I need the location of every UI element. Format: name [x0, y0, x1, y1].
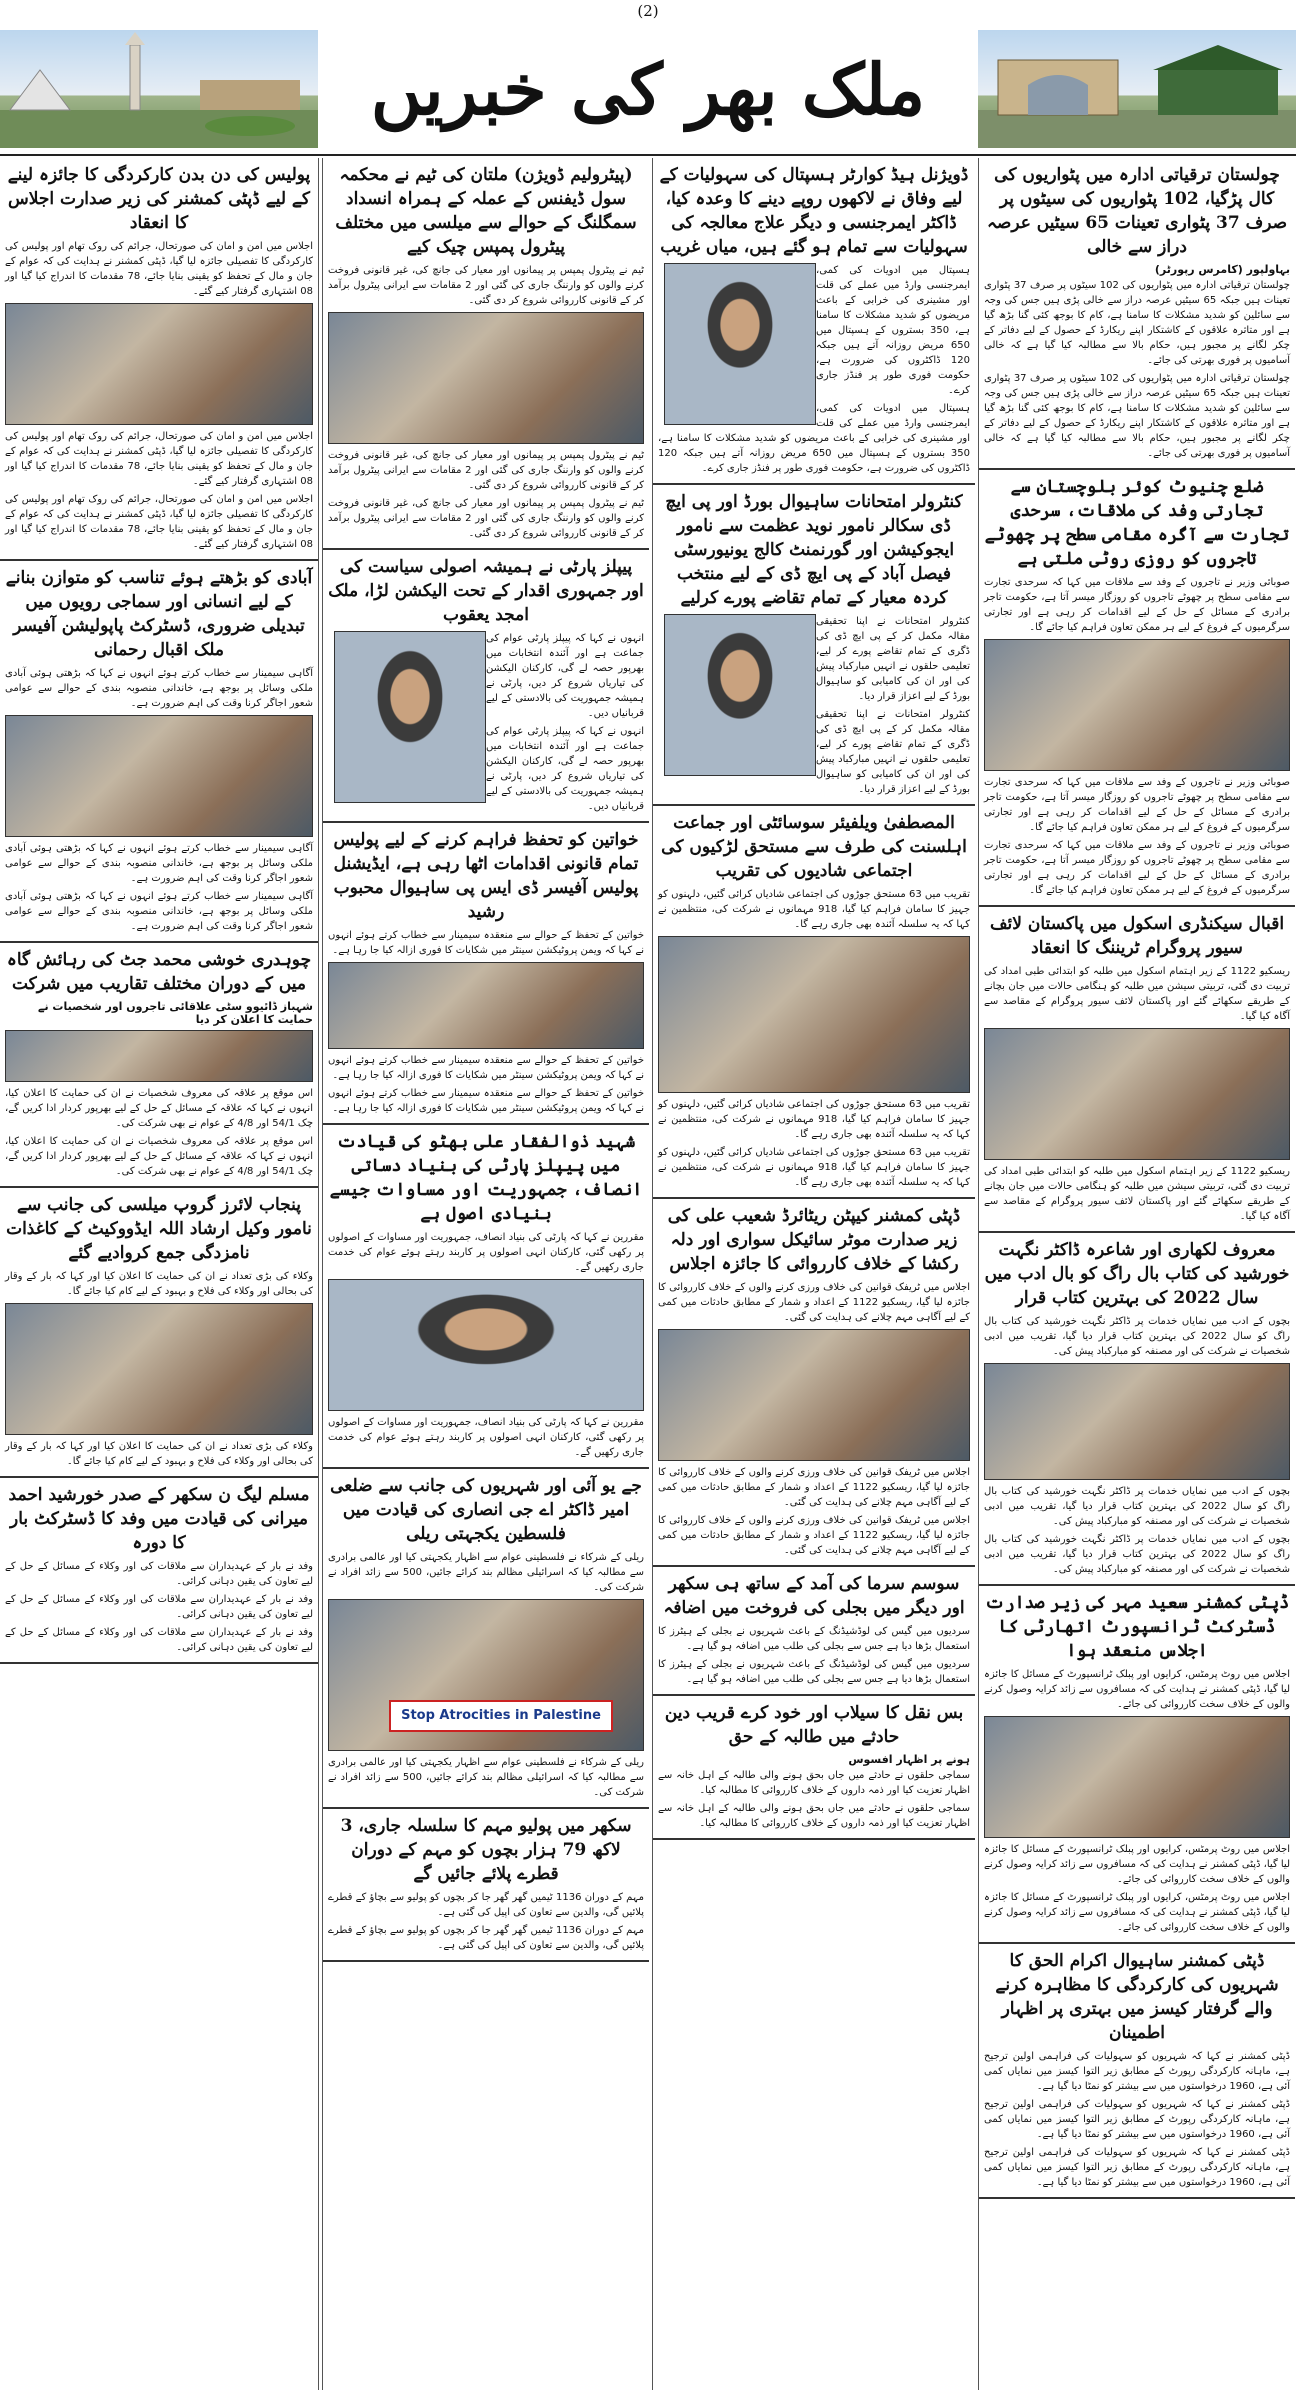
lawyers-photo [5, 1303, 313, 1435]
article-body: اجلاس میں امن و امان کی صورتحال، جرائم کی روک تھام اور پولیس کی کارکردگی کا تفصیلی جائزہ لیا گیا، ڈپٹی کمشنر نے ہدایت کی کہ عوام کے جان و مال کے تحفظ کو یقینی بنایا جائے، 78 مقدمات کا اندراج کیا گیا اور 08 اشتہاری گرفتار کیے گئے۔ [5, 431, 313, 487]
article-body: کنٹرولر امتحانات نے اپنا تحقیقی مقالہ مکمل کر کے پی ایچ ڈی کی ڈگری کے تمام تقاضے پورے کر لیے، تعلیمی حلقوں نے انہیں مبارکباد پیش کی اور ان کی کامیابی کو ساہیوال بورڈ کے لیے اعزاز قرار دیا۔ [816, 709, 970, 795]
article-body: ٹیم نے پیٹرول پمپس پر پیمانوں اور معیار کی جانچ کی، غیر قانونی فروخت کرنے والوں کو وارننگ جاری کی گئی اور 2 مقامات سے ایرانی پیٹرول برآمد کر کے قانونی کارروائی شروع کر دی گئی۔ [328, 265, 644, 306]
article-body: ہسپتال میں ادویات کی کمی، ایمرجنسی وارڈ میں عملے کی قلت اور مشینری کی خرابی کے باعث مریضوں کو شدید مشکلات کا سامنا ہے، 350 بستروں کے ہسپتال میں 650 مریض روزانہ آتے ہیں جبکہ 120 ڈاکٹروں کی ضرورت ہے، حکومت فوری طور پر فنڈز جاری کرے۔ [658, 403, 970, 474]
article-body: اجلاس میں امن و امان کی صورتحال، جرائم کی روک تھام اور پولیس کی کارکردگی کا تفصیلی جائزہ لیا گیا، ڈپٹی کمشنر نے ہدایت کی کہ عوام کے جان و مال کے تحفظ کو یقینی بنایا جائے، 78 مقدمات کا اندراج کیا گیا اور 08 اشتہاری گرفتار کیے گئے۔ [5, 241, 313, 297]
article-body: بچوں کے ادب میں نمایاں خدمات پر ڈاکٹر نگہت خورشید کی کتاب بال راگ کو سال 2022 کی بہترین کتاب قرار دیا گیا، تقریب میں ادبی شخصیات نے شرکت کی اور مصنفہ کو مبارکباد پیش کی۔ [984, 1534, 1290, 1575]
article-hospital [653, 158, 975, 485]
article-body: آگاہی سیمینار سے خطاب کرتے ہوئے انہوں نے کہا کہ بڑھتی ہوئی آبادی ملکی وسائل پر بوجھ ہے، خاندانی منصوبہ بندی کے حوالے سے عوامی شعور اجاگر کرنا وقت کی اہم ضرورت ہے۔ [5, 668, 313, 709]
event-photo [5, 1030, 313, 1082]
monuments-illustration [0, 30, 318, 148]
article-body: مہم کے دوران 1136 ٹیمیں گھر گھر جا کر بچوں کو پولیو سے بچاؤ کے قطرے پلائیں گی، والدین سے تعاون کی اپیل کی گئی ہے۔ [328, 1925, 645, 1951]
page-number: (2) [637, 2, 659, 20]
article-book-award [979, 1233, 1295, 1586]
article-headline: ضلع چنیوٹ کوئر بلوچستان سے تجارتی وفد کی ملاقات، سرحدی تجارت سے آگرہ مقامی سطح پر چھوٹے تاجروں کو روزی روٹی ملتی ہے [984, 477, 1290, 569]
article-body: ریلی کے شرکاء نے فلسطینی عوام سے اظہار یکجہتی کیا اور عالمی برادری سے مطالبہ کیا کہ اسرائیلی مظالم بند کرائے جائیں، 500 سے زائد افراد نے شرکت کی۔ [328, 1757, 644, 1798]
article-bhutto-principles [323, 1125, 649, 1469]
article-lawyers-group [0, 1188, 318, 1478]
meeting-photo [984, 639, 1290, 771]
article-headline: جے یو آئی اور شہریوں کی جانب سے ضلعی امیر ڈاکٹر اے جی انصاری کی قیادت میں فلسطین یکجہتی ریلی [330, 1476, 642, 1544]
column-1 [978, 158, 1295, 2390]
article-headline: پیپلز پارٹی نے ہمیشہ اصولی سیاست کی اور جمہوری اقدار کے تحت الیکشن لڑا، ملک امجد یعقوب [328, 557, 644, 625]
article-body: آگاہی سیمینار سے خطاب کرتے ہوئے انہوں نے کہا کہ بڑھتی ہوئی آبادی ملکی وسائل پر بوجھ ہے، خاندانی منصوبہ بندی کے حوالے سے عوامی شعور اجاگر کرنا وقت کی اہم ضرورت ہے۔ [5, 891, 313, 932]
article-byline: شہباز ڈائیوو سٹی علاقائی تاجروں اور شخصیات نے حمایت کا اعلان کر دیا [38, 1000, 313, 1026]
article-body: اس موقع پر علاقہ کی معروف شخصیات نے ان کی حمایت کا اعلان کیا، انہوں نے کہا کہ علاقہ کے مسائل کے حل کے لیے بھرپور کردار ادا کریں گے، چک 54/1 اور 4/8 کے عوام نے بھی شرکت کی۔ [5, 1136, 313, 1177]
article-headline: ڈپٹی کمشنر کیپٹن ریٹائرڈ شعیب علی کی زیر صدارت موٹر سائیکل سواری اور دلہ رکشا کے خلاف کارروائی کا جائزہ اجلاس [667, 1206, 961, 1274]
article-body: ہسپتال میں ادویات کی کمی، ایمرجنسی وارڈ میں عملے کی قلت اور مشینری کی خرابی کے باعث مریضوں کو شدید مشکلات کا سامنا ہے، 350 بستروں کے ہسپتال میں 650 مریض روزانہ آتے ہیں جبکہ 120 ڈاکٹروں کی ضرورت ہے، حکومت فوری طور پر فنڈز جاری کرے۔ [816, 265, 970, 396]
article-byline: ہونے پر اظہار افسوس [848, 1753, 970, 1766]
article-motorcycle-review [653, 1199, 975, 1567]
article-electricity-demand [653, 1567, 975, 1696]
article-byline: بہاولپور (کامرس رپورٹر) [1154, 263, 1290, 276]
article-women-protection [323, 823, 649, 1125]
article-body: اجلاس میں ٹریفک قوانین کی خلاف ورزی کرنے والوں کے خلاف کارروائی کا جائزہ لیا گیا، ریسکیو 1122 کے اعداد و شمار کے مطابق حادثات میں کمی کے لیے آگاہی مہم چلانے کی ہدایت کی گئی۔ [658, 1515, 970, 1556]
article-body: انہوں نے کہا کہ پیپلز پارٹی عوام کی جماعت ہے اور آئندہ انتخابات میں بھرپور حصہ لے گی، کارکنان الیکشن کی تیاریاں شروع کر دیں، پارٹی نے ہمیشہ جمہوریت کی بالادستی کے لیے قربانیاں دیں۔ [486, 726, 644, 812]
article-police-review [0, 158, 318, 561]
article-body: تقریب میں 63 مستحق جوڑوں کی اجتماعی شادیاں کرائی گئیں، دلہنوں کو جہیز کا سامان فراہم کیا گیا، 918 مہمانوں نے شرکت کی، منتظمین نے کہا کہ یہ سلسلہ آئندہ بھی جاری رہے گا۔ [658, 1099, 970, 1140]
article-transport-authority [979, 1586, 1295, 1944]
article-body: بچوں کے ادب میں نمایاں خدمات پر ڈاکٹر نگہت خورشید کی کتاب بال راگ کو سال 2022 کی بہترین کتاب قرار دیا گیا، تقریب میں ادبی شخصیات نے شرکت کی اور مصنفہ کو مبارکباد پیش کی۔ [984, 1486, 1290, 1527]
article-polio-campaign [323, 1809, 649, 1962]
article-body: خواتین کے تحفظ کے حوالے سے منعقدہ سیمینار سے خطاب کرتے ہوئے انہوں نے کہا کہ ویمن پروٹیکشن سینٹر میں شکایات کا فوری ازالہ کیا جا رہا ہے۔ [328, 1088, 644, 1114]
article-body: وفد نے بار کے عہدیداران سے ملاقات کی اور وکلاء کے مسائل کے حل کے لیے تعاون کی یقین دہانی کرائی۔ [5, 1561, 313, 1587]
article-ppp-malik-amjad [323, 550, 649, 823]
group-photo [5, 715, 313, 837]
article-border-trade [979, 470, 1295, 907]
article-body: مہم کے دوران 1136 ٹیمیں گھر گھر جا کر بچوں کو پولیو سے بچاؤ کے قطرے پلائیں گی، والدین سے تعاون کی اپیل کی گئی ہے۔ [328, 1892, 645, 1918]
article-headline: ڈویژنل ہیڈ کوارٹر ہسپتال کی سہولیات کے لیے وفاق نے لاکھوں روپے دینے کا وعدہ کیا، ڈاکٹر ایمرجنسی و دیگر علاج معالجہ کی سہولیات سے تمام ہو گئے ہیں، میاں غریب [659, 165, 969, 257]
award-ceremony-photo [984, 1363, 1290, 1480]
article-body: کنٹرولر امتحانات نے اپنا تحقیقی مقالہ مکمل کر کے پی ایچ ڈی کی ڈگری کے تمام تقاضے پورے کر لیے، تعلیمی حلقوں نے انہیں مبارکباد پیش کی اور ان کی کامیابی کو ساہیوال بورڈ کے لیے اعزاز قرار دیا۔ [816, 616, 970, 702]
article-body: ٹیم نے پیٹرول پمپس پر پیمانوں اور معیار کی جانچ کی، غیر قانونی فروخت کرنے والوں کو وارننگ جاری کی گئی اور 2 مقامات سے ایرانی پیٹرول برآمد کر کے قانونی کارروائی شروع کر دی گئی۔ [328, 450, 644, 491]
article-body: بچوں کے ادب میں نمایاں خدمات پر ڈاکٹر نگہت خورشید کی کتاب بال راگ کو سال 2022 کی بہترین کتاب قرار دیا گیا، تقریب میں ادبی شخصیات نے شرکت کی اور مصنفہ کو مبارکباد پیش کی۔ [984, 1316, 1290, 1357]
rally-banner: Stop Atrocities in Palestine [389, 1700, 613, 1732]
article-body: آگاہی سیمینار سے خطاب کرتے ہوئے انہوں نے کہا کہ بڑھتی ہوئی آبادی ملکی وسائل پر بوجھ ہے، خاندانی منصوبہ بندی کے حوالے سے عوامی شعور اجاگر کرنا وقت کی اہم ضرورت ہے۔ [5, 843, 313, 884]
article-headline: ڈپٹی کمشنر ساہیوال اکرام الحق کا شہریوں کی کارکردگی کا مظاہرہ کرنے والے گرفتار کیسز میں بہتری پر اظہار اطمینان [995, 1951, 1279, 2043]
article-body: تقریب میں 63 مستحق جوڑوں کی اجتماعی شادیاں کرائی گئیں، دلہنوں کو جہیز کا سامان فراہم کیا گیا، 918 مہمانوں نے شرکت کی، منتظمین نے کہا کہ یہ سلسلہ آئندہ بھی جاری رہے گا۔ [658, 889, 970, 930]
article-headline: پنجاب لائرز گروپ میلسی کی جانب سے نامور وکیل ارشاد اللہ ایڈووکیٹ کے کاغذات نامزدگی جمع کروادیے گئے [6, 1195, 312, 1263]
article-body: صوبائی وزیر نے تاجروں کے وفد سے ملاقات میں کہا کہ سرحدی تجارت سے مقامی سطح پر چھوٹے تاجروں کو روزگار میسر آتا ہے، حکومت تاجر برادری کے مسائل کے حل کے لیے اقدامات کر رہی ہے اور تجارتی سرگرمیوں کے فروغ کے لیے ہر ممکن تعاون فراہم کیا جائے گا۔ [984, 840, 1290, 896]
police-meeting-photo [5, 303, 313, 425]
article-khushi-muhammad [0, 943, 318, 1188]
article-body: اجلاس میں روٹ پرمٹس، کرایوں اور پبلک ٹرانسپورٹ کے مسائل کا جائزہ لیا گیا، ڈپٹی کمشنر نے ہدایت کی کہ مسافروں سے زائد کرایہ وصول کرنے والوں کے خلاف سخت کارروائی کی جائے۔ [984, 1669, 1290, 1710]
article-body: ریسکیو 1122 کے زیر اہتمام اسکول میں طلبہ کو ابتدائی طبی امداد کی تربیت دی گئی، تربیتی سیشن میں طلبہ کو ہنگامی حالات میں جان بچانے کے طریقے سکھائے گئے اور پاکستان لائف سیور پروگرام کے مقاصد سے آگاہ کیا گیا۔ [984, 1166, 1290, 1222]
article-body: اس موقع پر علاقہ کی معروف شخصیات نے ان کی حمایت کا اعلان کیا، انہوں نے کہا کہ علاقہ کے مسائل کے حل کے لیے بھرپور کردار ادا کریں گے، چک 54/1 اور 4/8 کے عوام نے بھی شرکت کی۔ [5, 1088, 313, 1129]
wedding-ceremony-photo [658, 936, 970, 1093]
masthead-title: ملک بھر کی خبریں [370, 48, 926, 131]
article-body: اجلاس میں روٹ پرمٹس، کرایوں اور پبلک ٹرانسپورٹ کے مسائل کا جائزہ لیا گیا، ڈپٹی کمشنر نے ہدایت کی کہ مسافروں سے زائد کرایہ وصول کرنے والوں کے خلاف سخت کارروائی کی جائے۔ [984, 1844, 1290, 1885]
article-petrol-pumps [323, 158, 649, 550]
article-student-accident [653, 1696, 975, 1840]
article-body: وکلاء کی بڑی تعداد نے ان کی حمایت کا اعلان کیا اور کہا کہ بار کے وقار کی بحالی اور وکلاء کی فلاح و بہبود کے لیے کام کیا جائے گا۔ [5, 1441, 313, 1467]
article-body: صوبائی وزیر نے تاجروں کے وفد سے ملاقات میں کہا کہ سرحدی تجارت سے مقامی سطح پر چھوٹے تاجروں کو روزگار میسر آتا ہے، حکومت تاجر برادری کے مسائل کے حل کے لیے اقدامات کر رہی ہے اور تجارتی سرگرمیوں کے فروغ کے لیے ہر ممکن تعاون فراہم کیا جائے گا۔ [984, 777, 1290, 833]
politicians-photo [328, 1279, 644, 1411]
article-body: وفد نے بار کے عہدیداران سے ملاقات کی اور وکلاء کے مسائل کے حل کے لیے تعاون کی یقین دہانی کرائی۔ [5, 1594, 313, 1620]
article-mass-wedding [653, 806, 975, 1199]
article-body: ریلی کے شرکاء نے فلسطینی عوام سے اظہار یکجہتی کیا اور عالمی برادری سے مطالبہ کیا کہ اسرائیلی مظالم بند کرائے جائیں، 500 سے زائد افراد نے شرکت کی۔ [328, 1552, 644, 1593]
rally-photo [328, 1599, 644, 1751]
article-headline: آبادی کو بڑھتے ہوئے تناسب کو متوازن بنانے کے لیے انسانی اور سماجی رویوں میں تبدیلی ضروری، ڈسٹرکٹ پاپولیشن آفیسر ملک اقبال رحمانی [5, 568, 313, 660]
portrait-photo [664, 614, 816, 776]
article-body: سماجی حلقوں نے حادثے میں جاں بحق ہونے والی طالبہ کے اہل خانہ سے اظہار تعزیت کیا اور ذمہ داروں کے خلاف کارروائی کا مطالبہ کیا۔ [658, 1770, 970, 1796]
article-body: سردیوں میں گیس کی لوڈشیڈنگ کے باعث شہریوں نے بجلی کے ہیٹرز کا استعمال بڑھا دیا ہے جس سے بجلی کی طلب میں اضافہ ہو گیا ہے۔ [658, 1626, 970, 1652]
masthead-landmarks-image [978, 30, 1296, 148]
article-body: اجلاس میں ٹریفک قوانین کی خلاف ورزی کرنے والوں کے خلاف کارروائی کا جائزہ لیا گیا، ریسکیو 1122 کے اعداد و شمار کے مطابق حادثات میں کمی کے لیے آگاہی مہم چلانے کی ہدایت کی گئی۔ [658, 1467, 970, 1508]
article-pmln-sukkur [0, 1478, 318, 1664]
article-dc-sahiwal [979, 1944, 1295, 2199]
column-2 [652, 158, 975, 2390]
masthead [0, 22, 1296, 156]
article-headline: شہید ذوالفقار علی بھٹو کی قیادت میں پیپلز پارٹی کی بنیاد دساتی انصاف، جمہوریت اور مساوات جیسے بنیادی اصول ہے [329, 1132, 643, 1224]
article-headline: خواتین کو تحفظ فراہم کرنے کے لیے پولیس تمام قانونی اقدامات اٹھا رہی ہے، ایڈیشنل پولیس آفیسر ڈی ایس پی ساہیوال محبوب رشید [333, 830, 639, 922]
article-life-saver-training [979, 907, 1295, 1233]
article-headline: مسلم لیگ ن سکھر کے صدر خورشید احمد میرانی کی قیادت میں وفد کا ڈسٹرکٹ بار کا دورہ [8, 1485, 310, 1553]
article-body: انہوں نے کہا کہ پیپلز پارٹی عوام کی جماعت ہے اور آئندہ انتخابات میں بھرپور حصہ لے گی، کارکنان الیکشن کی تیاریاں شروع کر دیں، پارٹی نے ہمیشہ جمہوریت کی بالادستی کے لیے قربانیاں دیں۔ [486, 633, 644, 719]
article-phd-controller [653, 485, 975, 806]
article-body: چولستان ترقیاتی ادارہ میں پٹواریوں کی 102 سیٹوں پر صرف 37 پٹواری تعینات ہیں جبکہ 65 سیٹیں عرصہ دراز سے خالی پڑی ہیں جس کی وجہ سے سائلین کو شدید مشکلات کا سامنا ہے، کام کا بوجھ کئی گنا بڑھ گیا ہے اور متاثرہ علاقوں کے کاشتکار اپنے ریکارڈ کے حصول کے لیے دفاتر کے چکر لگانے پر مجبور ہیں، حکام بالا سے مطالبہ کیا گیا ہے کہ خالی آسامیوں پر فوری بھرتی کی جائے۔ [984, 280, 1290, 366]
inspection-photo [328, 312, 644, 444]
seminar-photo [328, 962, 644, 1049]
article-body: خواتین کے تحفظ کے حوالے سے منعقدہ سیمینار سے خطاب کرتے ہوئے انہوں نے کہا کہ ویمن پروٹیکشن سینٹر میں شکایات کا فوری ازالہ کیا جا رہا ہے۔ [328, 1055, 644, 1081]
article-body: مقررین نے کہا کہ پارٹی کی بنیاد انصاف، جمہوریت اور مساوات کے اصولوں پر رکھی گئی، کارکنان انہی اصولوں پر کاربند رہتے ہوئے عوام کی خدمت جاری رکھیں گے۔ [328, 1417, 644, 1458]
article-headline: پولیس کی دن بدن کارکردگی کا جائزہ لینے کے لیے ڈپٹی کمشنر کی زیر صدارت اجلاس کا انعقاد [7, 165, 311, 233]
portrait-photo [334, 631, 486, 803]
article-body: اجلاس میں روٹ پرمٹس، کرایوں اور پبلک ٹرانسپورٹ کے مسائل کا جائزہ لیا گیا، ڈپٹی کمشنر نے ہدایت کی کہ مسافروں سے زائد کرایہ وصول کرنے والوں کے خلاف سخت کارروائی کی جائے۔ [984, 1892, 1290, 1933]
article-headline: چولستان ترقیاتی ادارہ میں پٹواریوں کی کال پڑگیا، 102 پٹواریوں کی سیٹوں پر صرف 37 پٹواری تعینات 65 سیٹیں عرصہ دراز سے خالی [986, 165, 1288, 257]
article-body: خواتین کے تحفظ کے حوالے سے منعقدہ سیمینار سے خطاب کرتے ہوئے انہوں نے کہا کہ ویمن پروٹیکشن سینٹر میں شکایات کا فوری ازالہ کیا جا رہا ہے۔ [328, 930, 644, 956]
article-palestine-rally [323, 1469, 649, 1809]
article-headline: بس نقل کا سیلاب اور خود کرے قریب دین حادثے میں طالبہ کے حق [664, 1703, 964, 1747]
portrait-photo [664, 263, 816, 425]
masthead-monuments-image [0, 30, 318, 148]
article-body: اجلاس میں ٹریفک قوانین کی خلاف ورزی کرنے والوں کے خلاف کارروائی کا جائزہ لیا گیا، ریسکیو 1122 کے اعداد و شمار کے مطابق حادثات میں کمی کے لیے آگاہی مہم چلانے کی ہدایت کی گئی۔ [658, 1282, 970, 1323]
article-body: چولستان ترقیاتی ادارہ میں پٹواریوں کی 102 سیٹوں پر صرف 37 پٹواری تعینات ہیں جبکہ 65 سیٹیں عرصہ دراز سے خالی پڑی ہیں جس کی وجہ سے سائلین کو شدید مشکلات کا سامنا ہے، کام کا بوجھ کئی گنا بڑھ گیا ہے اور متاثرہ علاقوں کے کاشتکار اپنے ریکارڈ کے حصول کے لیے دفاتر کے چکر لگانے پر مجبور ہیں، حکام بالا سے مطالبہ کیا گیا ہے کہ خالی آسامیوں پر فوری بھرتی کی جائے۔ [984, 373, 1290, 459]
article-population [0, 561, 318, 943]
article-headline: اقبال سیکنڈری اسکول میں پاکستان لائف سیور پروگرام ٹریننگ کا انعقاد [989, 914, 1285, 958]
column-3 [322, 158, 649, 2390]
article-headline: کنٹرولر امتحانات ساہیوال بورڈ اور پی ایچ ڈی سکالر نامور نوید عظمت سے نامور ایجوکیشن اور گورنمنٹ کالج یونیورسٹی فیصل آباد کے پی ایچ ڈی کے لیے منتخب کردہ معیار کے تمام تقاضے پورے کرلیے [665, 492, 963, 608]
article-body: ڈپٹی کمشنر نے کہا کہ شہریوں کو سہولیات کی فراہمی اولین ترجیح ہے، ماہانہ کارکردگی رپورٹ کے مطابق زیر التوا کیسز میں نمایاں کمی آئی ہے، 1960 درخواستوں میں سے بیشتر کو نمٹا دیا گیا ہے۔ [984, 2147, 1290, 2188]
column-4 [0, 158, 319, 2390]
article-headline: معروف لکھاری اور شاعرہ ڈاکٹر نگہت خورشید کی کتاب بال راگ کو بال ادب میں سال 2022 کی بہترین کتاب قرار [984, 1240, 1290, 1308]
training-photo [984, 1028, 1290, 1160]
article-body: وفد نے بار کے عہدیداران سے ملاقات کی اور وکلاء کے مسائل کے حل کے لیے تعاون کی یقین دہانی کرائی۔ [5, 1627, 313, 1653]
article-body: صوبائی وزیر نے تاجروں کے وفد سے ملاقات میں کہا کہ سرحدی تجارت سے مقامی سطح پر چھوٹے تاجروں کو روزگار میسر آتا ہے، حکومت تاجر برادری کے مسائل کے حل کے لیے اقدامات کر رہی ہے اور تجارتی سرگرمیوں کے فروغ کے لیے ہر ممکن تعاون فراہم کیا جائے گا۔ [984, 577, 1290, 633]
article-body: سردیوں میں گیس کی لوڈشیڈنگ کے باعث شہریوں نے بجلی کے ہیٹرز کا استعمال بڑھا دیا ہے جس سے بجلی کی طلب میں اضافہ ہو گیا ہے۔ [658, 1659, 970, 1685]
article-body: ریسکیو 1122 کے زیر اہتمام اسکول میں طلبہ کو ابتدائی طبی امداد کی تربیت دی گئی، تربیتی سیشن میں طلبہ کو ہنگامی حالات میں جان بچانے کے طریقے سکھائے گئے اور پاکستان لائف سیور پروگرام کے مقاصد سے آگاہ کیا گیا۔ [984, 966, 1290, 1022]
article-headline: ڈپٹی کمشنر سعید مہر کی زیر صدارت ڈسٹرکٹ ٹرانسپورٹ اتھارٹی کا اجلاس منعقد ہوا [984, 1593, 1290, 1661]
article-body: وکلاء کی بڑی تعداد نے ان کی حمایت کا اعلان کیا اور کہا کہ بار کے وقار کی بحالی اور وکلاء کی فلاح و بہبود کے لیے کام کیا جائے گا۔ [5, 1271, 313, 1297]
landmarks-illustration [978, 30, 1296, 148]
article-body: تقریب میں 63 مستحق جوڑوں کی اجتماعی شادیاں کرائی گئیں، دلہنوں کو جہیز کا سامان فراہم کیا گیا، 918 مہمانوں نے شرکت کی، منتظمین نے کہا کہ یہ سلسلہ آئندہ بھی جاری رہے گا۔ [658, 1147, 970, 1188]
article-headline: چوہدری خوشی محمد جٹ کی رہائش گاہ میں کے دوران مختلف تقاریب میں شرکت [6, 950, 312, 994]
article-body: سماجی حلقوں نے حادثے میں جاں بحق ہونے والی طالبہ کے اہل خانہ سے اظہار تعزیت کیا اور ذمہ داروں کے خلاف کارروائی کا مطالبہ کیا۔ [658, 1803, 970, 1829]
article-body: اجلاس میں امن و امان کی صورتحال، جرائم کی روک تھام اور پولیس کی کارکردگی کا تفصیلی جائزہ لیا گیا، ڈپٹی کمشنر نے ہدایت کی کہ عوام کے جان و مال کے تحفظ کو یقینی بنایا جائے، 78 مقدمات کا اندراج کیا گیا اور 08 اشتہاری گرفتار کیے گئے۔ [5, 494, 313, 550]
article-headline: سکھر میں پولیو مہم کا سلسلہ جاری، 3 لاکھ 79 ہزار بچوں کو مہم کے دوران قطرے پلائے جائیں گے [340, 1816, 632, 1884]
article-headline: (پیٹرولیم ڈویژن) ملتان کی ٹیم نے محکمہ سول ڈیفنس کے عملہ کے ہمراہ انسداد سمگلنگ کے حوالے سے میلسی میں مختلف پیٹرول پمپس چیک کیے [335, 165, 637, 257]
article-headline: سوسم سرما کی آمد کے ساتھ ہی سکھر اور دیگر میں بجلی کی فروخت میں اضافہ [663, 1574, 965, 1618]
article-headline: المصطفیٰ ویلفیئر سوسائٹی اور جماعت اہلسنت کی طرف سے مستحق لڑکیوں کی اجتماعی شادیوں کی تقریب [661, 813, 967, 881]
article-patwari-vacancies [979, 158, 1295, 470]
article-body: ٹیم نے پیٹرول پمپس پر پیمانوں اور معیار کی جانچ کی، غیر قانونی فروخت کرنے والوں کو وارننگ جاری کی گئی اور 2 مقامات سے ایرانی پیٹرول برآمد کر کے قانونی کارروائی شروع کر دی گئی۔ [328, 498, 644, 539]
article-body: ڈپٹی کمشنر نے کہا کہ شہریوں کو سہولیات کی فراہمی اولین ترجیح ہے، ماہانہ کارکردگی رپورٹ کے مطابق زیر التوا کیسز میں نمایاں کمی آئی ہے، 1960 درخواستوں میں سے بیشتر کو نمٹا دیا گیا ہے۔ [984, 2099, 1290, 2140]
office-meeting-photo [658, 1329, 970, 1461]
transport-meeting-photo [984, 1716, 1290, 1838]
article-body: مقررین نے کہا کہ پارٹی کی بنیاد انصاف، جمہوریت اور مساوات کے اصولوں پر رکھی گئی، کارکنان انہی اصولوں پر کاربند رہتے ہوئے عوام کی خدمت جاری رکھیں گے۔ [328, 1232, 644, 1273]
article-body: ڈپٹی کمشنر نے کہا کہ شہریوں کو سہولیات کی فراہمی اولین ترجیح ہے، ماہانہ کارکردگی رپورٹ کے مطابق زیر التوا کیسز میں نمایاں کمی آئی ہے، 1960 درخواستوں میں سے بیشتر کو نمٹا دیا گیا ہے۔ [984, 2051, 1290, 2092]
